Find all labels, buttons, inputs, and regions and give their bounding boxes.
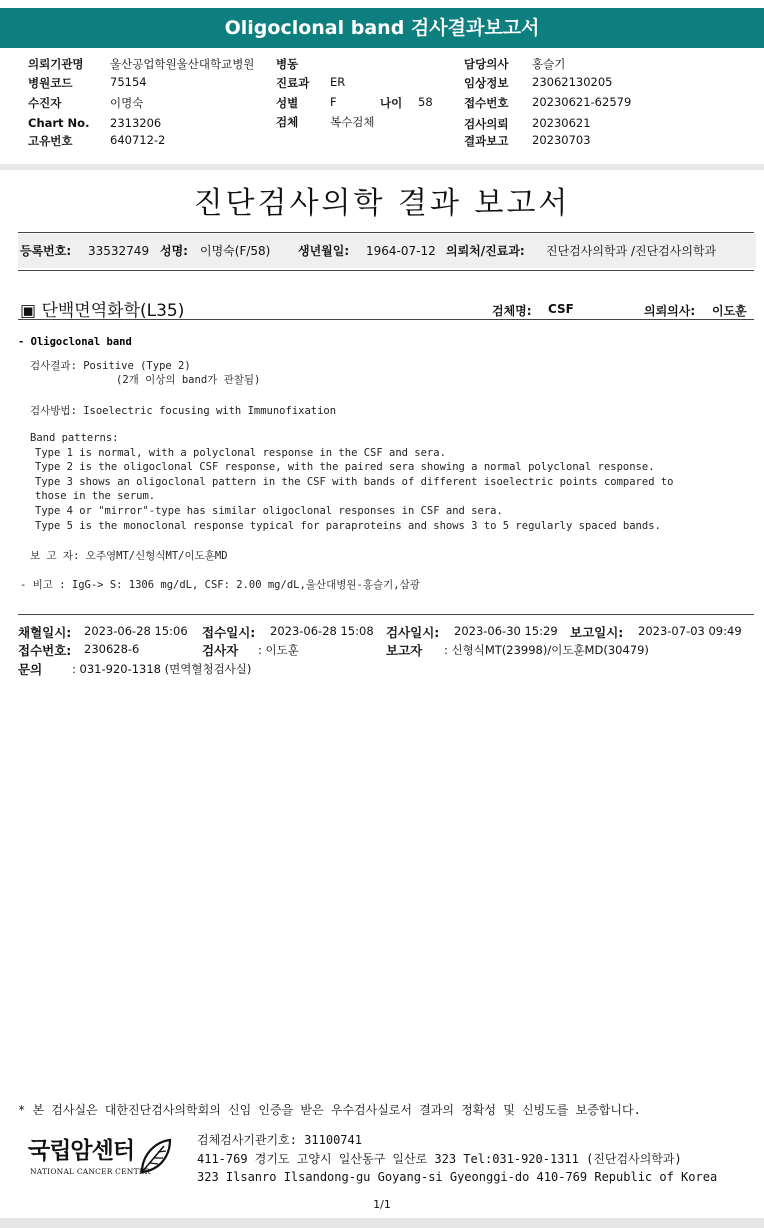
id-label: 고유번호 <box>28 134 73 148</box>
reporter-value: : 신형식MT(23998)/이도훈MD(30479) <box>444 643 649 657</box>
section-physician-value: 이도훈 <box>712 304 747 318</box>
divider <box>18 232 754 233</box>
patient-value: 이명숙 <box>110 96 144 110</box>
logo <box>28 1132 178 1182</box>
remark: - 비고 : IgG-> S: 1306 mg/dL, CSF: 2.00 mg/dL,울산대병원-홍슬기,삼광 <box>20 579 420 591</box>
tester-label: 검사자 <box>202 643 239 658</box>
department-value: ER <box>330 75 346 89</box>
sex-value: F <box>330 95 337 109</box>
institution-label: 의뢰기관명 <box>28 57 84 71</box>
page-number: 1/1 <box>373 1198 391 1211</box>
request-value: 20230621 <box>532 116 591 130</box>
band-pattern-line: those in the serum. <box>35 490 156 502</box>
age-label: 나이 <box>380 96 403 110</box>
result-label: 결과보고 <box>464 134 509 148</box>
result-line-2: (2개 이상의 band가 관찰됨) <box>116 374 261 386</box>
receipt-label: 접수번호 <box>464 96 509 110</box>
registration-bar <box>18 234 756 268</box>
band-pattern-line: Type 4 or "mirror"-type has similar oligoclonal responses in CSF and sera. <box>35 505 503 517</box>
hospital-code-value: 75154 <box>110 75 147 89</box>
address-kr: 411-769 경기도 고양시 일산동구 일산로 323 Tel:031-920-1311 (진단검사의학과) <box>197 1152 682 1166</box>
dept-label: 의뢰처/진료과: <box>446 244 525 258</box>
name-value: 이명숙(F/58) <box>200 244 271 258</box>
specimen-value: 복수검체 <box>330 115 375 129</box>
id-value: 640712-2 <box>110 133 166 147</box>
department-label: 진료과 <box>276 76 310 90</box>
chart-value: 2313206 <box>110 116 162 130</box>
ward-label: 병동 <box>276 57 299 71</box>
receipt-value: 20230621-62579 <box>532 95 632 109</box>
certification-notice: * 본 검사실은 대한진단검사의학회의 신임 인증을 받은 우수검사실로서 결과의 정확성 및 신빙도를 보증합니다. <box>18 1103 641 1117</box>
clinical-value: 23062130205 <box>532 75 613 89</box>
address-en: 323 Ilsanro Ilsandong-gu Goyang-si Gyeonggi-do 410-769 Republic of Korea <box>197 1170 718 1184</box>
tester-value: : 이도훈 <box>258 643 299 657</box>
result-value: 20230703 <box>532 133 591 147</box>
specimen-label: 검체 <box>276 115 299 129</box>
divider <box>18 614 754 615</box>
reg-label: 등록번호: <box>20 244 72 258</box>
request-label: 검사의뢰 <box>464 117 509 131</box>
patient-info <box>0 54 764 158</box>
receive-value: 2023-06-28 15:08 <box>270 624 374 638</box>
report-title-bar <box>0 8 764 48</box>
section-physician-label: 의뢰의사: <box>644 304 696 318</box>
collect-label: 채혈일시: <box>18 625 72 640</box>
sex-label: 성별 <box>276 96 299 110</box>
test-name: - Oligoclonal band <box>18 336 132 348</box>
logo-text-en: NATIONAL CANCER CENTER <box>30 1167 151 1176</box>
report-main-title: 진단검사의학 결과 보고서 <box>193 186 571 221</box>
report-time-value: 2023-07-03 09:49 <box>638 624 742 638</box>
receipt-no-value: 230628-6 <box>84 642 140 656</box>
band-patterns-title: Band patterns: <box>30 432 119 444</box>
test-time-label: 검사일시: <box>386 625 440 640</box>
collect-value: 2023-06-28 15:06 <box>84 624 188 638</box>
band-pattern-line: Type 2 is the oligoclonal CSF response, with the paired sera showing a normal polyclonal response. <box>35 461 655 473</box>
age-value: 58 <box>418 95 433 109</box>
report-time-label: 보고일시: <box>570 625 624 640</box>
logo-text-kr: 국립암센터 <box>28 1138 135 1164</box>
receipt-no-label: 접수번호: <box>18 643 72 658</box>
report-title: Oligoclonal band 검사결과보고서 <box>224 17 540 39</box>
test-method: 검사방법: Isoelectric focusing with Immunofixation <box>30 405 337 417</box>
result-line-1: 검사결과: Positive (Type 2) <box>30 360 191 372</box>
birth-value: 1964-07-12 <box>366 244 436 258</box>
reporters: 보 고 자: 오주영MT/신형식MT/이도훈MD <box>30 550 228 562</box>
reg-value: 33532749 <box>88 244 150 258</box>
patient-label: 수진자 <box>28 96 62 110</box>
receive-label: 접수일시: <box>202 625 256 640</box>
section-title: ▣ 단백면역화학(L35) <box>20 301 185 321</box>
divider <box>18 319 754 320</box>
inquiry-label: 문의 <box>18 662 43 677</box>
inquiry-value: : 031-920-1318 (면역혈청검사실) <box>72 662 252 676</box>
birth-label: 생년월일: <box>298 244 350 258</box>
section-specimen-label: 검체명: <box>492 304 532 318</box>
institution-value: 울산공업학원울산대학교병원 <box>110 57 255 71</box>
divider-bar <box>0 164 764 170</box>
band-pattern-line: Type 3 shows an oligoclonal pattern in the CSF with bands of different isoelectric points compared to <box>35 476 674 488</box>
band-pattern-line: Type 1 is normal, with a polyclonal response in the CSF and sera. <box>35 447 446 459</box>
hospital-code-label: 병원코드 <box>28 76 73 90</box>
chart-label: Chart No. <box>28 116 90 130</box>
band-pattern-line: Type 5 is the monoclonal response typical for paraproteins and shows 3 to 5 regularly spaced bands. <box>35 520 661 532</box>
divider <box>18 270 754 271</box>
section-specimen-value: CSF <box>548 302 574 316</box>
reporter-label: 보고자 <box>386 643 423 658</box>
name-label: 성명: <box>160 244 188 258</box>
institution-code: 검체검사기관기호: 31100741 <box>197 1133 362 1147</box>
timeline <box>0 620 764 680</box>
footer-bar <box>0 1218 764 1228</box>
doctor-label: 담당의사 <box>464 57 509 71</box>
dept-value: 진단검사의학과 /진단검사의학과 <box>546 244 717 258</box>
test-time-value: 2023-06-30 15:29 <box>454 624 558 638</box>
doctor-value: 홍슬기 <box>532 57 566 71</box>
clinical-label: 임상정보 <box>464 76 509 90</box>
